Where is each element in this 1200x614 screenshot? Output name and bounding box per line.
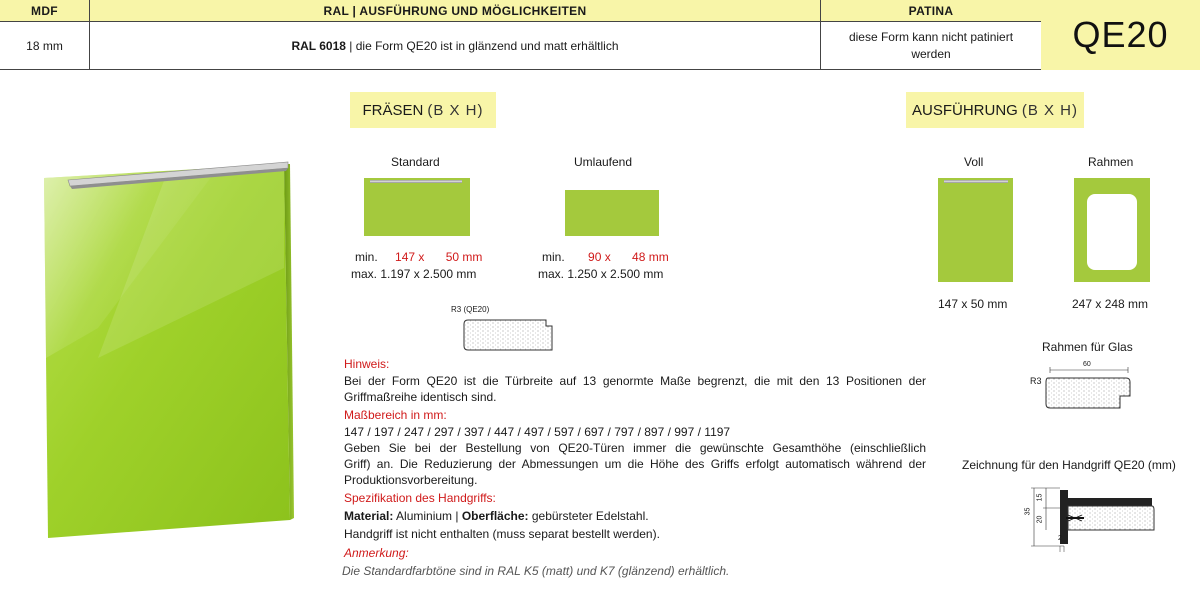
rahmen-label: Rahmen [1088, 155, 1134, 169]
umlaufend-swatch [565, 190, 659, 236]
profile-drawing [462, 314, 562, 356]
header-mdf: MDF [31, 4, 58, 18]
massbereich-values: 147 / 197 / 247 / 297 / 397 / 447 / 497 / 597 / 697 / 797 / 897 / 997 / 1197 [344, 425, 731, 439]
fraesen-dims: (B X H) [427, 101, 484, 119]
mdf-value: 18 mm [26, 39, 63, 53]
min-height: 50 mm [445, 250, 483, 264]
dim-2: 2 [1058, 535, 1062, 542]
dim-20: 20 [1036, 515, 1044, 524]
ral-text: | die Form QE20 ist in glänzend und matt erhältlich [345, 39, 619, 53]
door-image [38, 158, 300, 544]
umlaufend-label: Umlaufend [574, 155, 633, 169]
header-patina: PATINA [908, 4, 954, 18]
material-value: Aluminium | [393, 509, 462, 523]
rahmen-swatch [1074, 178, 1150, 282]
handgriff-label: Zeichnung für den Handgriff QE20 (mm) [962, 458, 1176, 472]
anmerkung-text: Die Standardfarbtöne sind in RAL K5 (matt) und K7 (glänzend) erhältlich. [342, 564, 730, 578]
min-label: min. [355, 250, 378, 264]
patina-line: diese Form kann nicht patiniert [848, 30, 1014, 44]
handgriff-note: Handgriff ist nicht enthalten (muss separat bestellt werden). [344, 527, 660, 541]
profile-label: R3 (QE20) [451, 305, 490, 314]
patina-value [821, 23, 1041, 69]
min-width: 90 x [588, 250, 611, 264]
voll-size: 147 x 50 mm [938, 297, 1008, 311]
handgriff-drawing [1024, 484, 1160, 554]
bestellung-line: Geben Sie bei der Bestellung von QE20-Türen immer die gewünschte Gesamthöhe (einschließlich [344, 441, 926, 455]
standard-handle [370, 180, 462, 183]
patina-line: werden [911, 47, 951, 61]
voll-label: Voll [964, 155, 984, 169]
standard-max: max. 1.197 x 2.500 mm [351, 267, 477, 281]
material-label: Material: [344, 509, 394, 523]
ausfuehrung-title-text: AUSFÜHRUNG [911, 101, 1018, 119]
material-line [344, 509, 649, 523]
min-label: min. [542, 250, 565, 264]
rahmen-glas-label: Rahmen für Glas [1042, 340, 1133, 354]
voll-swatch [938, 178, 1013, 282]
header-divider [0, 69, 1041, 70]
umlaufend-max: max. 1.250 x 2.500 mm [538, 267, 664, 281]
ausfuehrung-title [906, 92, 1084, 128]
standard-min [355, 250, 482, 264]
standard-label: Standard [391, 155, 440, 169]
hinweis-line: Bei der Form QE20 ist die Türbreite auf 13 genormte Maße begrenzt, die mit den 13 Positionen der [344, 374, 926, 388]
massbereich-title: Maßbereich in mm: [344, 408, 447, 422]
rahmen-glas-drawing [1028, 362, 1138, 414]
bestellung-line: Griff) an. Die Reduzierung der Abmessungen um die Höhe des Griffs erfolgt automatisch während der [344, 457, 926, 471]
min-width: 147 x [395, 250, 425, 264]
voll-handle [944, 180, 1008, 183]
hinweis-title: Hinweis: [344, 357, 390, 371]
hinweis-line: Griffmaßreihe identisch sind. [344, 390, 497, 404]
min-height: 48 mm [632, 250, 669, 264]
rahmen-glas-dim: 60 [1083, 361, 1091, 368]
bestellung-line: Produktionsvorbereitung. [344, 473, 478, 487]
rahmen-glass-opening [1087, 194, 1137, 270]
fraesen-title-text: FRÄSEN [362, 101, 424, 119]
model-code: QE20 [1041, 0, 1200, 70]
spezifikation-title: Spezifikation des Handgriffs: [344, 491, 496, 505]
dim-35: 35 [1024, 507, 1032, 516]
umlaufend-min [542, 250, 669, 264]
ral-code: RAL 6018 [291, 39, 346, 53]
oberflaeche-label: Oberfläche: [461, 509, 529, 523]
rahmen-size: 247 x 248 mm [1072, 297, 1149, 311]
header-ral: RAL | AUSFÜHRUNG UND MÖGLICHKEITEN [323, 4, 587, 18]
oberflaeche-value: gebürsteter Edelstahl. [528, 509, 649, 523]
ausfuehrung-dims: (B X H) [1021, 101, 1078, 119]
ral-description [90, 23, 820, 69]
anmerkung-title: Anmerkung: [344, 546, 409, 560]
dim-15: 15 [1036, 493, 1044, 502]
standard-swatch [364, 178, 470, 236]
rahmen-glas-r: R3 [1030, 376, 1042, 386]
fraesen-title [350, 92, 496, 128]
